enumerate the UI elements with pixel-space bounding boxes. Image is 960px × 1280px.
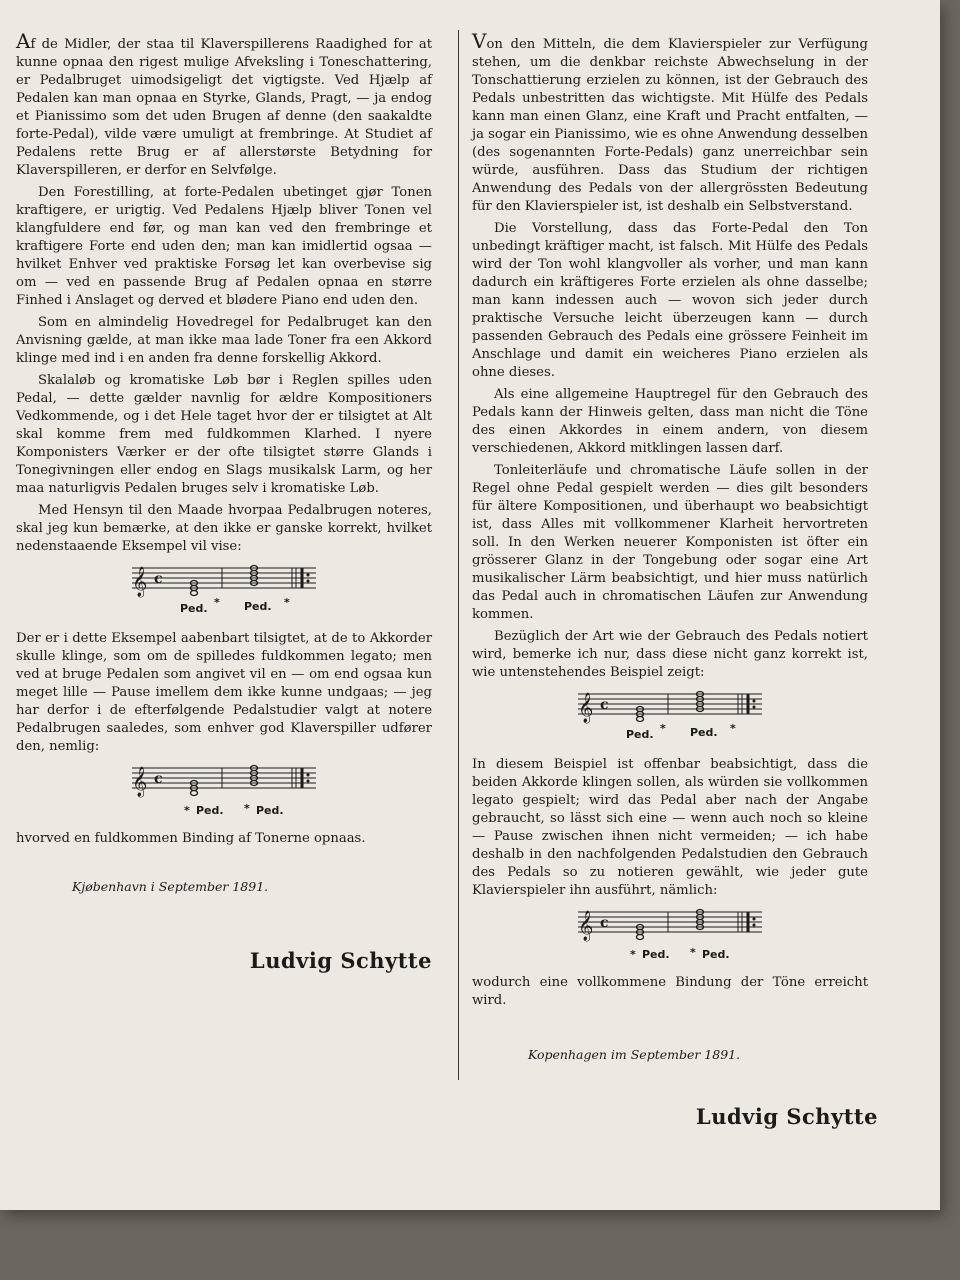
danish-column (16, 29, 432, 973)
danish-signature: Ludvig Schytte (249, 948, 432, 973)
svg-text:c: c (154, 571, 163, 587)
svg-text:c: c (600, 915, 609, 931)
danish-paragraph-2: Den Forestilling, at forte-Pedalen ubetinget gjør Tonen kraftigere, er urigtig. Ved Pedalens Hjælp bliver Tonen vel klangfuldere end før, og man kan ved den frembringe et kraftigere Forte end uden den; man kan imidlertid ogsaa — hvilket Enhver ved praktiske Forsøg let kan overbevise sig om — ved en passende Brug af Pedalen opnaa en større Finhed i Anslaget og derved et blødere Piano end uden den. (16, 185, 432, 308)
pedal-mark-4: Ped. (256, 804, 284, 817)
danish-paragraph-7: hvorved en fuldkommen Binding af Tonerne opnaas. (16, 831, 366, 846)
pedal-mark-2: Ped. (244, 600, 272, 613)
music-example-syncopated-pedal (124, 762, 324, 820)
release-mark-3: * (184, 804, 190, 817)
release-mark-6: * (730, 722, 736, 735)
german-paragraph-4: Tonleiterläufe und chromatische Läufe sollen in der Regel ohne Pedal gespielt werden — dies gilt besonders für ältere Kompositionen, und überhaupt wo beabsichtigt ist, dass Alles mit vollkommener Klarheit hervortreten soll. In den Werken neuerer Komponisten ist öfter ein grösserer Glanz in der Tongebung oder sogar eine Art musikalischer Lärm beabsichtigt, und hier muss natürlich das Pedal auch in chromatischen Läufen zur Anwendung kommen. (472, 463, 868, 622)
release-mark-5: * (660, 722, 666, 735)
danish-place-date: Kjøbenhavn i September 1891. (72, 879, 269, 894)
danish-paragraph-3: Som en almindelig Hovedregel for Pedalbruget kan den Anvisning gælde, at man ikke maa lade Toner fra een Akkord klinge med ind i en anden fra denne forskellig Akkord. (16, 315, 432, 366)
svg-text:𝄞: 𝄞 (578, 693, 594, 723)
pedal-mark-3: Ped. (196, 804, 224, 817)
release-mark-2: * (284, 596, 290, 609)
svg-text:𝄞: 𝄞 (132, 567, 148, 597)
release-mark-4: * (244, 802, 250, 815)
svg-text:𝄞: 𝄞 (132, 767, 148, 797)
german-place-date: Kopenhagen im September 1891. (528, 1047, 741, 1062)
german-paragraph-2: Die Vorstellung, dass das Forte-Pedal den Ton unbedingt kräftiger macht, ist falsch. Mit Hülfe des Pedals wird der Ton wohl klangvoller als vorher, und man kann dadurch ein kräftigeres Forte erzielen als ohne dasselbe; man kann indessen auch — wovon sich jeder durch praktische Versuche leicht überzeugen kann — durch passenden Gebrauch des Pedals eine grössere Feinheit im Anschlage und damit ein weicheres Piano erzielen als ohne dieses. (472, 221, 868, 380)
german-signature: Ludvig Schytte (695, 1104, 878, 1129)
music-example-syncopated-pedal-de (570, 906, 770, 964)
music-example-traditional-pedal (124, 562, 324, 620)
svg-text:c: c (600, 697, 609, 713)
pedal-mark-5: Ped. (626, 728, 654, 741)
svg-text:𝄞: 𝄞 (578, 911, 594, 941)
music-example-traditional-pedal-de (570, 688, 770, 746)
german-paragraph-5: Bezüglich der Art wie der Gebrauch des Pedals notiert wird, bemerke ich nur, dass diese nicht ganz korrekt ist, wie untenstehendes Beispiel zeigt: (472, 629, 868, 680)
pedal-mark-7: Ped. (642, 948, 670, 961)
german-paragraph-1: Von den Mitteln, die dem Klavierspieler zur Verfügung stehen, um die denkbar reichste Abwechselung in der Tonschattierung erzielen zu können, ist der Gebrauch des Pedals unbestritten das wichtigste. Mit Hülfe des Pedals kann man einen Glanz, eine Kraft und Pracht entfalten, — ja sogar ein Pianissimo, wie es ohne Anwendung desselben (des sogenannten Forte-Pedals) ganz unerreichbar sein würde, ausführen. Dass das Studium der richtigen Anwendung des Pedals von der allergrössten Bedeutung für den Klavierspieler ist, ist deshalb ein Selbstverstand. (472, 29, 868, 214)
pedal-mark-6: Ped. (690, 726, 718, 739)
danish-paragraph-4: Skalaløb og kromatiske Løb bør i Reglen spilles uden Pedal, — dette gælder navnlig for ældre Kompositioners Vedkommende, og i det Hele taget hvor der er tilsigtet at Alt skal komme frem med fuldkommen Klarhed. I nyere Komponisters Værker er der ofte tilsigtet større Glands i Tonegivningen eller endog en Slags musikalsk Larm, og her maa naturligvis Pedalen bruges selv i kromatiske Løb. (16, 373, 432, 496)
column-divider (458, 30, 459, 1080)
release-mark-8: * (690, 946, 696, 959)
release-mark-1: * (214, 596, 220, 609)
german-paragraph-3: Als eine allgemeine Hauptregel für den Gebrauch des Pedals kann der Hinweis gelten, dass man nicht die Töne des einen Akkordes in einem andern, von diesem verschiedenen, Akkord mitklingen lassen darf. (472, 387, 868, 456)
danish-paragraph-1: Af de Midler, der staa til Klaverspillerens Raadighed for at kunne opnaa den rigest mulige Afveksling i Toneschattering, er Pedalbruget uimodsigeligt det vigtigste. Ved Hjælp af Pedalen kan man opnaa en Styrke, Glands, Pragt, — ja endog et Pianissimo som det uden Brugen af denne (den saakaldte forte-Pedal), vilde være umuligt at frembringe. At Studiet af Pedalens rette Brug er af allerstørste Betydning for Klaverspilleren, er derfor en Selvfølge. (16, 29, 432, 178)
danish-paragraph-6: Der er i dette Eksempel aabenbart tilsigtet, at de to Akkorder skulle klinge, som om de spilledes fuldkommen legato; men ved at bruge Pedalen som angivet vil en — om end ogsaa kun meget lille — Pause imellem dem ikke kunne undgaas; — jeg har derfor i de efterfølgende Pedalstudier valgt at notere Pedalbrugen saaledes, som enhver god Klaverspiller udfører den, nemlig: (16, 631, 432, 754)
release-mark-7: * (630, 948, 636, 961)
german-column (472, 29, 878, 1129)
german-paragraph-6: In diesem Beispiel ist offenbar beabsichtigt, dass die beiden Akkorde klingen sollen, als würden sie vollkommen legato gespielt; wird das Pedal aber nach der Angabe gebraucht, so lässt sich eine — wenn auch noch so kleine — Pause zwischen ihnen nicht vermeiden; — ich habe deshalb in den nachfolgenden Pedalstudien den Gebrauch des Pedals so zu notieren gewählt, wie jeder gute Klavierspieler ihn ausführt, nämlich: (472, 757, 868, 898)
pedal-mark-8: Ped. (702, 948, 730, 961)
danish-paragraph-5: Med Hensyn til den Maade hvorpaa Pedalbrugen noteres, skal jeg kun bemærke, at den ikke er ganske korrekt, hvilket nedenstaaende Eksempel vil vise: (16, 503, 432, 554)
pedal-mark-1: Ped. (180, 602, 208, 615)
german-paragraph-7: wodurch eine vollkommene Bindung der Töne erreicht wird. (472, 975, 868, 1008)
svg-text:c: c (154, 771, 163, 787)
